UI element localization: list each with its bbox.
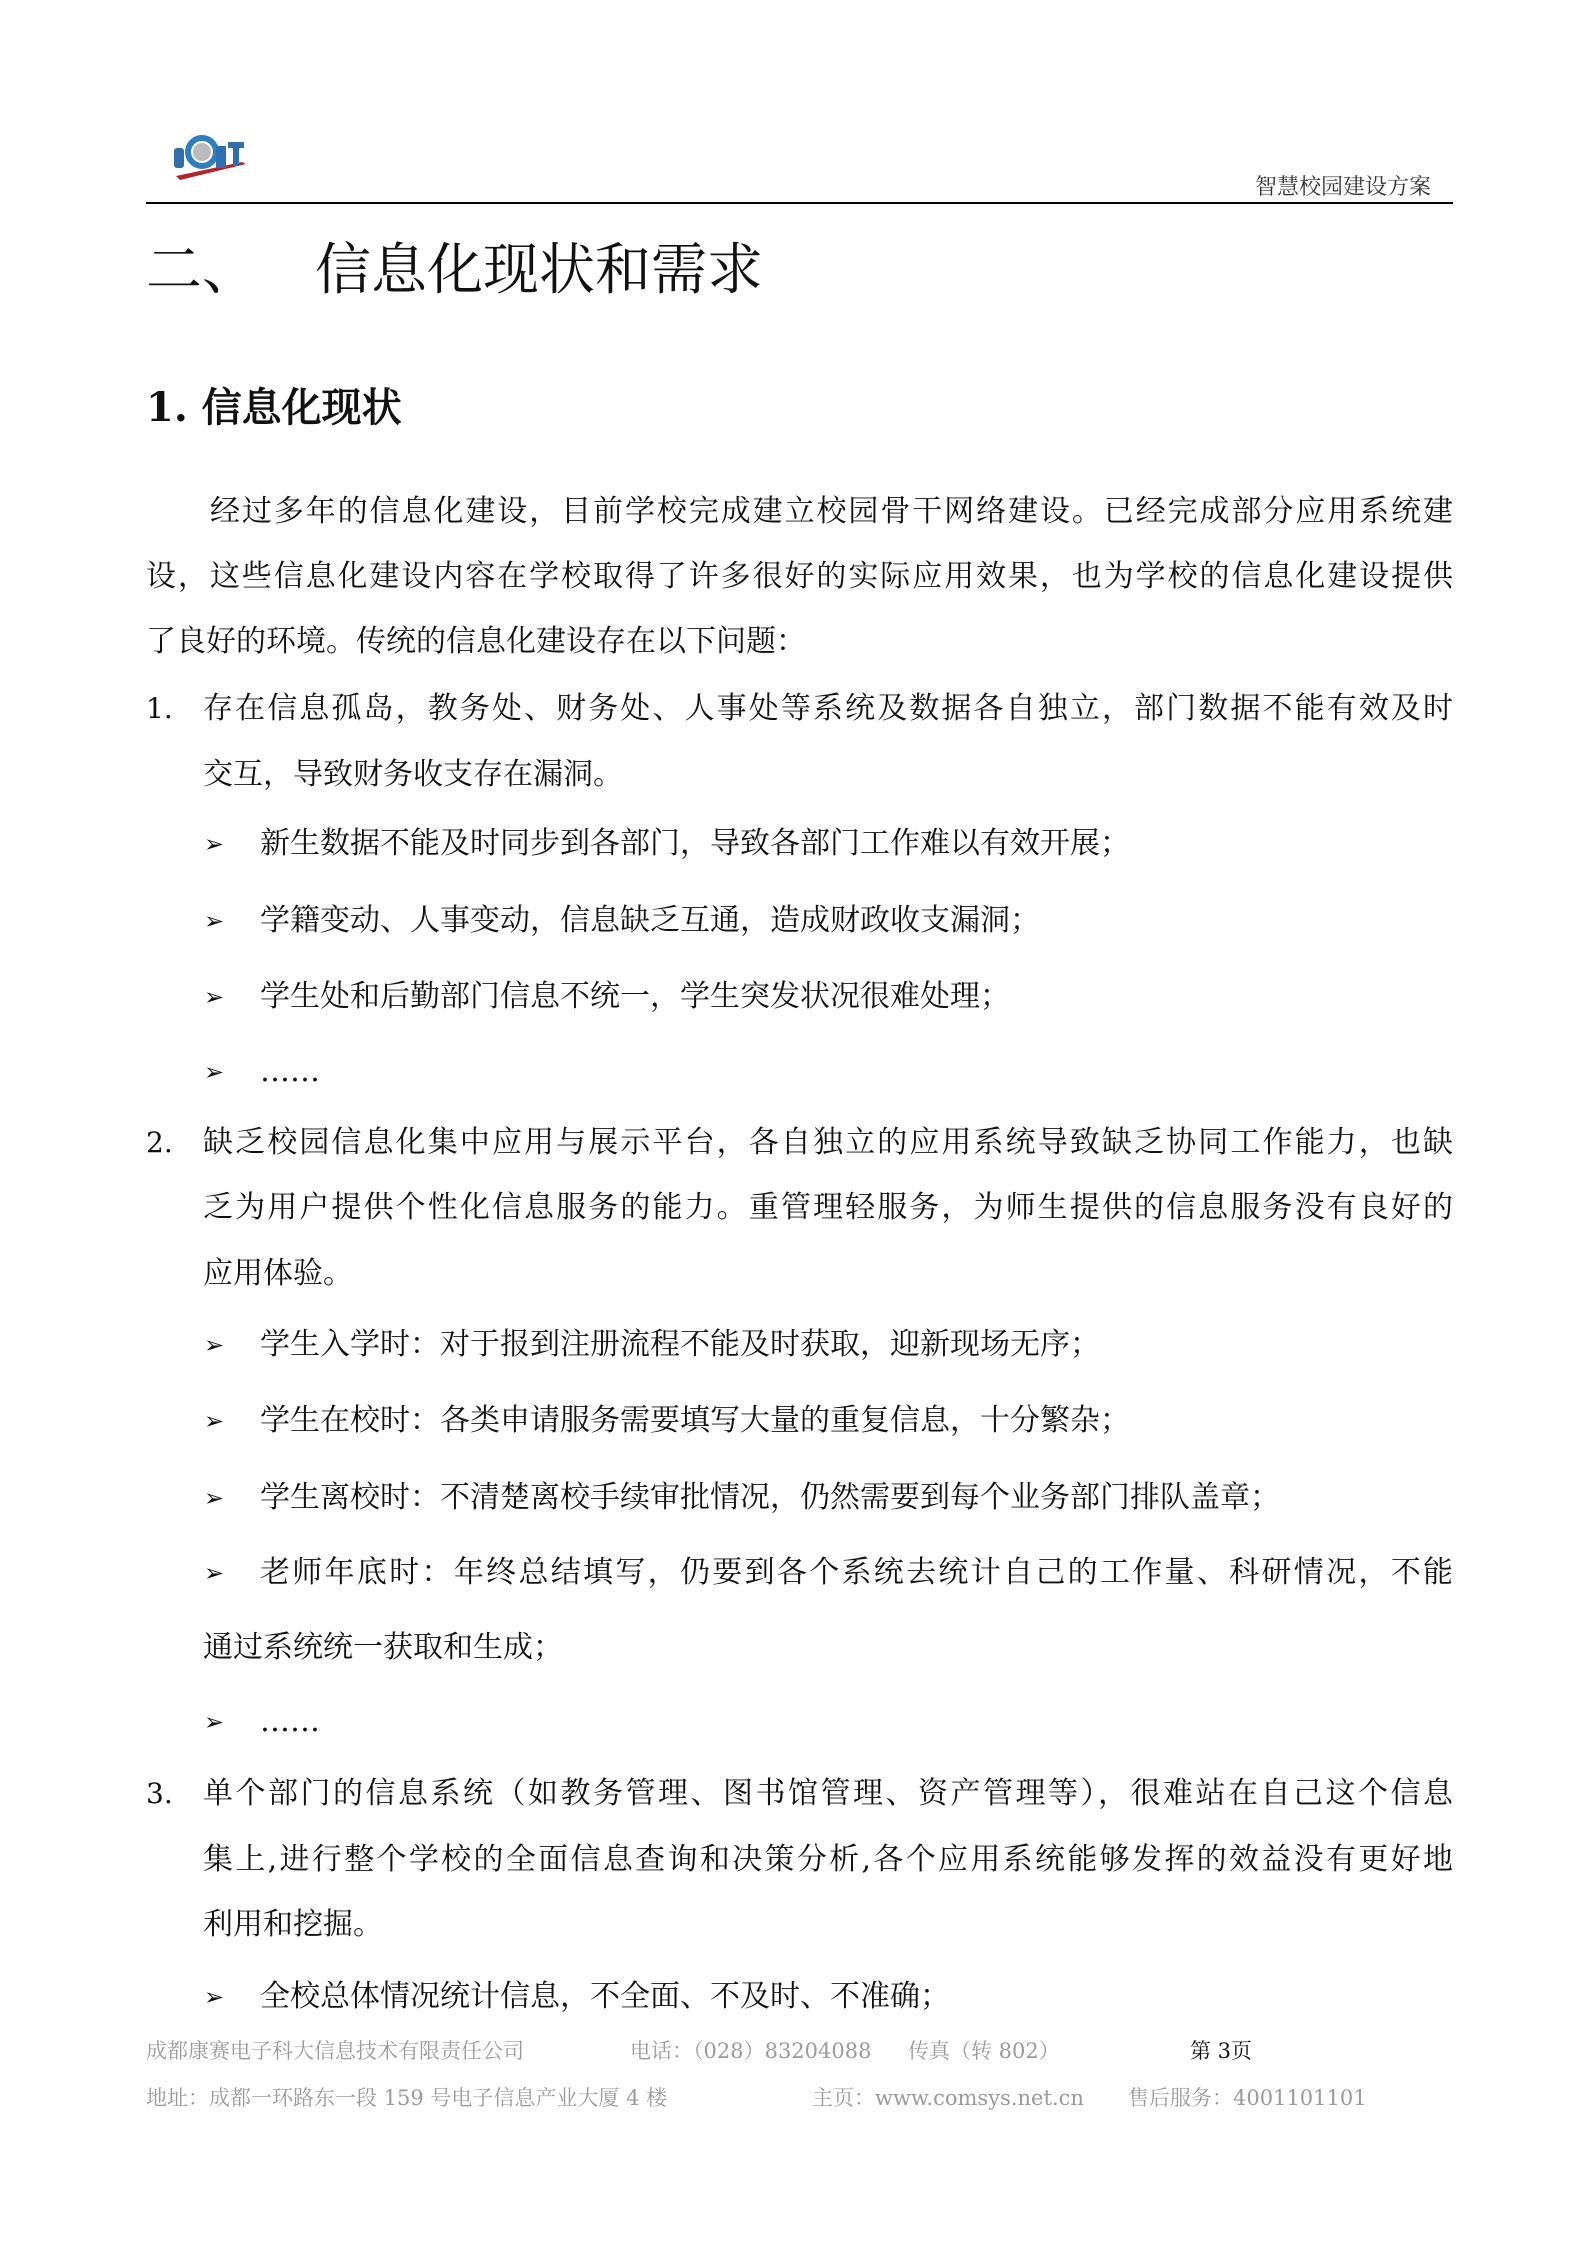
bullet-arrow-icon: ➢: [204, 1983, 225, 2011]
bullet-text: 学生离校时：不清楚离校手续审批情况，仍然需要到每个业务部门排队盖章；: [260, 1480, 1280, 1515]
list-item-line: 缺乏校园信息化集中应用与展示平台，各自独立的应用系统导致缺乏协同工作能力，也缺: [203, 1125, 1453, 1160]
footer-phone: 电话：（028）83204088: [630, 2039, 872, 2063]
bullet-text: 全校总体情况统计信息，不全面、不及时、不准确；: [260, 1979, 950, 2014]
bullet-text: 学生在校时：各类申请服务需要填写大量的重复信息，十分繁杂；: [260, 1403, 1130, 1438]
intro-line: 设，这些信息化建设内容在学校取得了许多很好的实际应用效果，也为学校的信息化建设提供: [146, 559, 1453, 594]
page-number: 第 3页: [1190, 2039, 1253, 2063]
bullet-arrow-icon: ➢: [204, 983, 225, 1011]
bullet-arrow-icon: ➢: [204, 1407, 225, 1435]
bullet-text: ……: [260, 1054, 320, 1089]
bullet-text: 学籍变动、人事变动，信息缺乏互通，造成财政收支漏洞；: [260, 903, 1040, 938]
bullet-arrow-icon: ➢: [204, 1484, 225, 1512]
intro-line: 经过多年的信息化建设，目前学校完成建立校园骨干网络建设。已经完成部分应用系统建: [210, 494, 1453, 529]
footer-homepage: 主页：www.comsys.net.cn: [812, 2086, 1084, 2110]
list-number: 3.: [146, 1777, 173, 1810]
intro-line: 了良好的环境。传统的信息化建设存在以下问题：: [146, 624, 806, 659]
company-logo: [172, 132, 268, 182]
list-item-line: 集上,进行整个学校的全面信息查询和决策分析,各个应用系统能够发挥的效益没有更好地: [203, 1842, 1453, 1877]
bullet-text-continued: 通过系统统一获取和生成；: [203, 1630, 563, 1665]
bullet-text: ……: [260, 1704, 320, 1739]
list-item-line: 存在信息孤岛，教务处、财务处、人事处等系统及数据各自独立，部门数据不能有效及时: [203, 691, 1453, 726]
bullet-text: 学生处和后勤部门信息不统一，学生突发状况很难处理；: [260, 979, 1010, 1014]
header-rule: [146, 202, 1453, 204]
bullet-arrow-icon: ➢: [204, 830, 225, 858]
list-item-line: 利用和挖掘。: [203, 1907, 383, 1942]
list-item-line: 交互，导致财务收支存在漏洞。: [203, 757, 623, 792]
bullet-text: 新生数据不能及时同步到各部门，导致各部门工作难以有效开展；: [260, 826, 1130, 861]
chapter-title: 信息化现状和需求: [315, 238, 763, 303]
footer-service: 售后服务：4001101101: [1128, 2086, 1367, 2110]
list-number: 1.: [146, 692, 173, 725]
list-number: 2.: [146, 1126, 173, 1159]
bullet-arrow-icon: ➢: [204, 1559, 225, 1587]
bullet-arrow-icon: ➢: [204, 1058, 225, 1086]
header-doc-title: 智慧校园建设方案: [1255, 175, 1432, 200]
bullet-arrow-icon: ➢: [204, 1708, 225, 1736]
section-title: 1. 信息化现状: [146, 384, 402, 431]
footer-company: 成都康赛电子科大信息技术有限责任公司: [146, 2039, 524, 2063]
bullet-arrow-icon: ➢: [204, 1331, 225, 1359]
chapter-number: 二、: [146, 238, 258, 303]
bullet-arrow-icon: ➢: [204, 907, 225, 935]
bullet-text: 学生入学时：对于报到注册流程不能及时获取，迎新现场无序；: [260, 1327, 1100, 1362]
footer-fax: 传真（转 802）: [908, 2039, 1060, 2063]
footer-address: 地址：成都一环路东一段 159 号电子信息产业大厦 4 楼: [146, 2086, 668, 2110]
bullet-text: 老师年底时：年终总结填写，仍要到各个系统去统计自己的工作量、科研情况，不能: [260, 1555, 1453, 1590]
list-item-line: 乏为用户提供个性化信息服务的能力。重管理轻服务，为师生提供的信息服务没有良好的: [203, 1190, 1453, 1225]
list-item-line: 单个部门的信息系统（如教务管理、图书馆管理、资产管理等），很难站在自己这个信息: [203, 1776, 1453, 1811]
list-item-line: 应用体验。: [203, 1256, 353, 1291]
